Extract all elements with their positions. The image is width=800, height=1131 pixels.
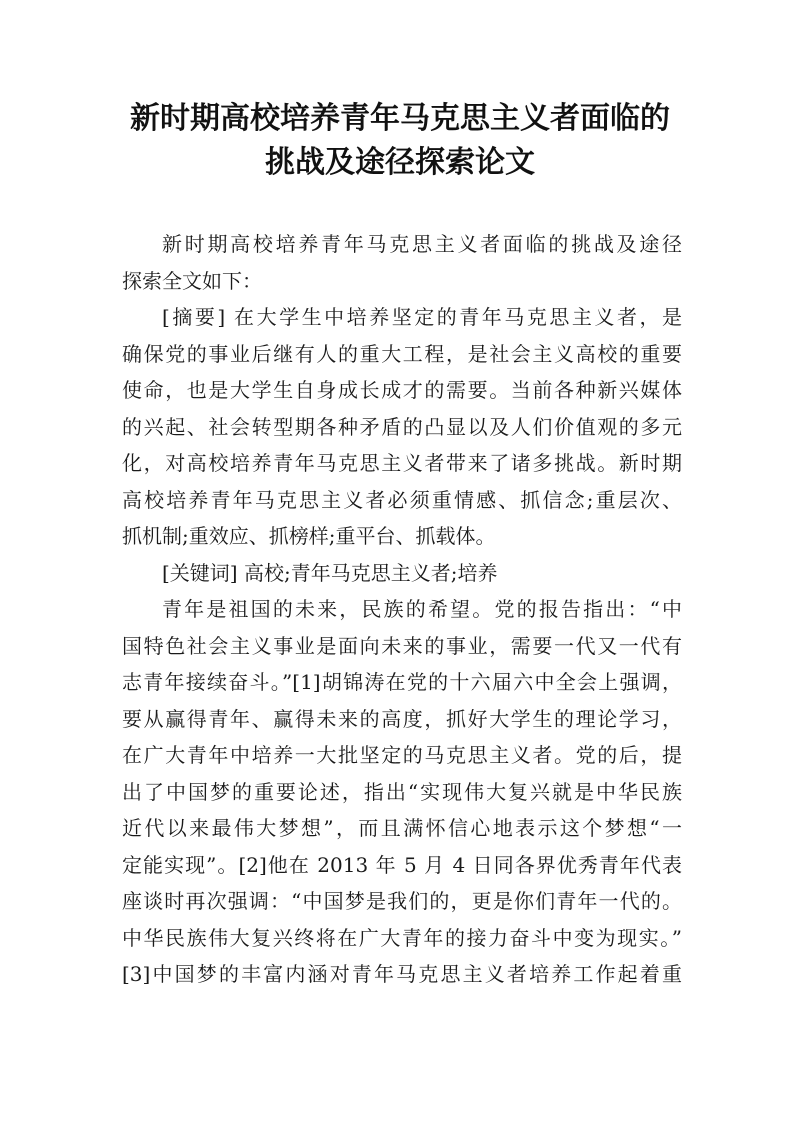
text-line: 的兴起、社会转型期各种矛盾的凸显以及人们价值观的多元	[122, 414, 682, 439]
text-line: 青年是祖国的未来，民族的希望。党的报告指出：“中	[162, 597, 682, 621]
text-line: 探索全文如下：	[122, 268, 262, 293]
text-line: 志青年接续奋斗。”[1]胡锦涛在党的十六届六中全会上强调，	[122, 670, 682, 694]
text-line: [关键词] 高校;青年马克思主义者;培养	[162, 560, 498, 585]
document-title-line-2: 挑战及途径探索论文	[265, 145, 535, 180]
document-body	[122, 226, 682, 993]
text-line: 在广大青年中培养一大批坚定的马克思主义者。党的后，提	[122, 743, 682, 767]
text-line: 使命，也是大学生自身成长成才的需要。当前各种新兴媒体	[122, 378, 682, 402]
text-line: 出了中国梦的重要论述，指出“实现伟大复兴就是中华民族	[122, 779, 682, 804]
text-line: 近代以来最伟大梦想”，而且满怀信心地表示这个梦想“一	[122, 816, 682, 840]
text-line: 新时期高校培养青年马克思主义者面临的挑战及途径	[162, 232, 682, 256]
text-line: 化，对高校培养青年马克思主义者带来了诸多挑战。新时期	[122, 451, 682, 475]
text-line: [摘要] 在大学生中培养坚定的青年马克思主义者，是	[162, 305, 682, 329]
text-line: 定能实现”。[2]他在 2013 年 5 月 4 日同各界优秀青年代表	[122, 852, 682, 877]
text-line: 座谈时再次强调：“中国梦是我们的，更是你们青年一代的。	[122, 889, 682, 913]
document-title-line-1: 新时期高校培养青年马克思主义者面临的	[130, 101, 670, 136]
text-line: 中华民族伟大复兴终将在广大青年的接力奋斗中变为现实。”	[122, 925, 682, 950]
text-line: [3]中国梦的丰富内涵对青年马克思主义者培养工作起着重	[122, 962, 682, 986]
text-line: 国特色社会主义事业是面向未来的事业，需要一代又一代有	[122, 633, 682, 658]
text-line: 要从赢得青年、赢得未来的高度，抓好大学生的理论学习，	[122, 706, 682, 731]
text-line: 抓机制;重效应、抓榜样;重平台、抓载体。	[122, 524, 496, 548]
text-line: 确保党的事业后继有人的重大工程，是社会主义高校的重要	[122, 341, 682, 366]
text-line: 高校培养青年马克思主义者必须重情感、抓信念;重层次、	[122, 487, 682, 512]
